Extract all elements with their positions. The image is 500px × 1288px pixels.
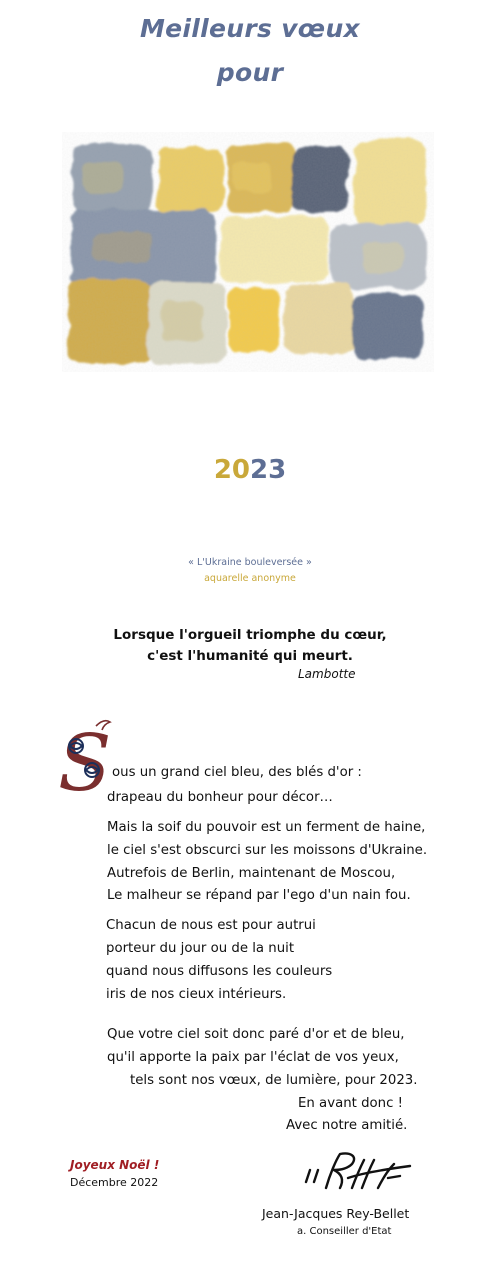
poem-line: tels sont nos vœux, de lumière, pour 2023. [130, 1073, 418, 1088]
artwork-subtitle: aquarelle anonyme [204, 573, 296, 584]
poem-line: iris de nos cieux intérieurs. [106, 987, 287, 1002]
watercolor-painting [62, 132, 434, 372]
poem-line: porteur du jour ou de la nuit [106, 941, 295, 956]
poem-line: ous un grand ciel bleu, des blés d'or : [112, 765, 362, 780]
artwork-title: « L'Ukraine bouleversée » [188, 557, 312, 568]
poem-line: Avec notre amitié. [286, 1118, 408, 1133]
christmas-greeting: Joyeux Noël ! [70, 1158, 160, 1172]
card-date: Décembre 2022 [70, 1176, 159, 1189]
title-line-1: Meilleurs vœux [140, 14, 360, 43]
year [0, 455, 500, 485]
quote-author: Lambotte [298, 667, 356, 681]
poem-line: Le malheur se répand par l'ego d'un nain fou. [107, 888, 411, 903]
poem-line: quand nous diffusons les couleurs [106, 964, 333, 979]
year-part-gold: 20 [213, 455, 250, 485]
title-line-2: pour [216, 58, 284, 87]
handwritten-signature [300, 1148, 415, 1206]
poem-line: le ciel s'est obscurci sur les moissons d'Ukraine. [107, 843, 428, 858]
poem-line: Mais la soif du pouvoir est un ferment de haine, [107, 820, 426, 835]
poem-line: Que votre ciel soit donc paré d'or et de bleu, [107, 1027, 405, 1042]
poem-line: drapeau du bonheur pour décor… [107, 790, 333, 805]
year-part-blue: 23 [250, 455, 287, 485]
poem-line: En avant donc ! [298, 1096, 403, 1111]
poem-line: Chacun de nous est pour autrui [106, 918, 316, 933]
signatory-role: a. Conseiller d'Etat [297, 1226, 392, 1237]
poem-line: qu'il apporte la paix par l'éclat de vos yeux, [107, 1050, 399, 1065]
signatory-name: Jean-Jacques Rey-Bellet [262, 1206, 410, 1221]
poem-line: Autrefois de Berlin, maintenant de Moscou, [107, 866, 396, 881]
quote-line-2: c'est l'humanité qui meurt. [147, 648, 353, 664]
dropcap-s-ornament [56, 712, 116, 802]
dropcap-letter: S [58, 719, 112, 802]
quote-line-1: Lorsque l'orgueil triomphe du cœur, [113, 627, 387, 643]
